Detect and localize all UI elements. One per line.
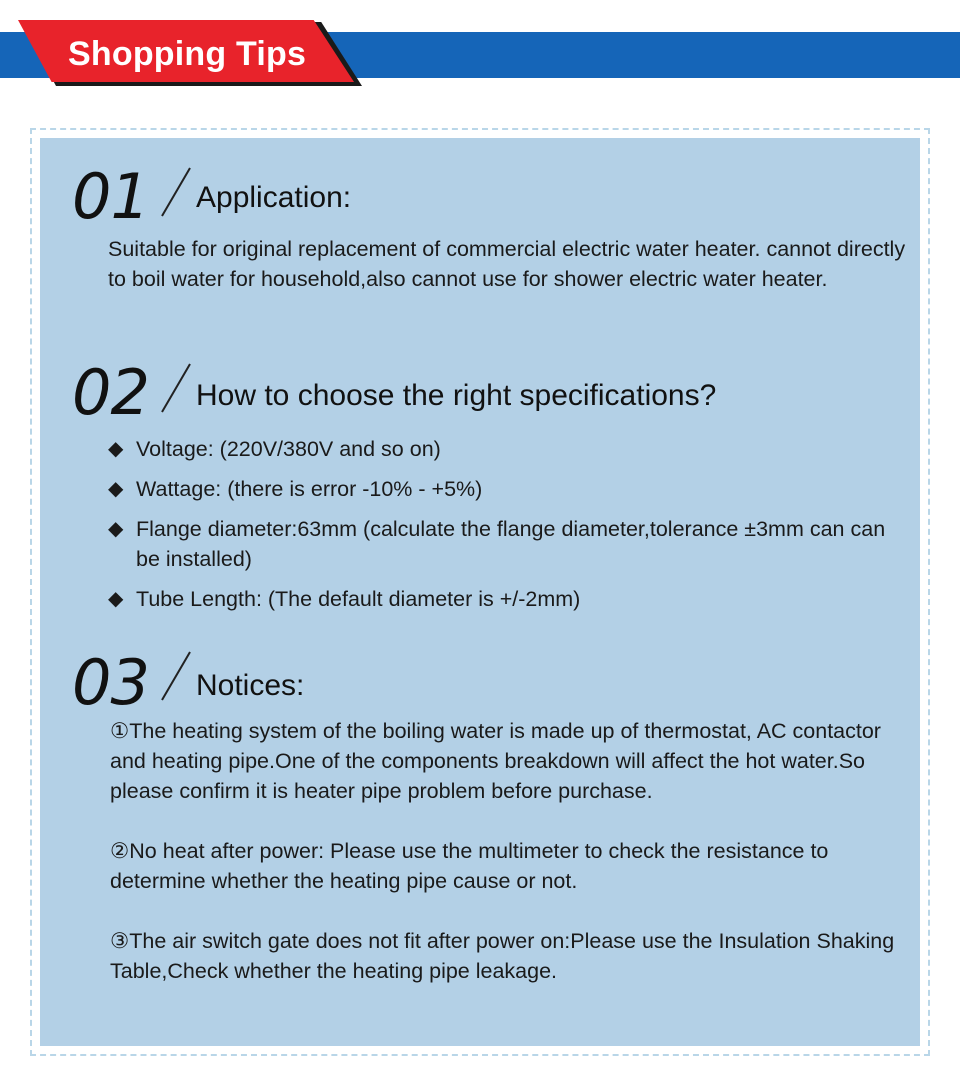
section-number: 01 [72,160,149,233]
section-number: 03 [72,646,149,719]
section-title: Application: [196,181,352,214]
diamond-bullet-icon: ◆ [108,478,124,500]
application-text: Suitable for original replacement of commercial electric water heater. cannot directly to boil water for household,also cannot use for shower electric water heater. [108,237,906,291]
spec-text: Tube Length: (The default diameter is +/-2mm) [136,587,581,611]
notice-item: ①The heating system of the boiling water is made up of thermostat, AC contactor and heating pipe.One of the components breakdown will affect the hot water.So please confirm it is heater pipe problem before purchase. [110,719,881,803]
spec-list [108,434,908,624]
notices-list [110,716,918,1016]
slash-divider-icon [156,360,196,420]
spec-text: Voltage: (220V/380V and so on) [136,437,441,461]
diamond-bullet-icon: ◆ [108,518,124,540]
spec-text: Wattage: (there is error -10% - +5%) [136,477,483,501]
diamond-bullet-icon: ◆ [108,588,124,610]
section-title: Notices: [196,669,305,702]
diamond-bullet-icon: ◆ [108,438,124,460]
notice-item: ②No heat after power: Please use the multimeter to check the resistance to determine whether the heating pipe cause or not. [110,839,829,893]
list-item [108,474,908,504]
spec-text: Flange diameter:63mm (calculate the flange diameter,tolerance ±3mm can can be installed) [136,517,886,571]
section-number: 02 [72,356,149,429]
list-item [108,514,908,574]
list-item [108,434,908,464]
list-item [108,584,908,614]
section-title: How to choose the right specifications? [196,379,717,412]
page-title: Shopping Tips [68,35,307,73]
slash-divider-icon [156,648,196,708]
notice-item: ③The air switch gate does not fit after power on:Please use the Insulation Shaking Table,Check whether the heating pipe leakage. [110,929,895,983]
slash-divider-icon [156,164,196,224]
